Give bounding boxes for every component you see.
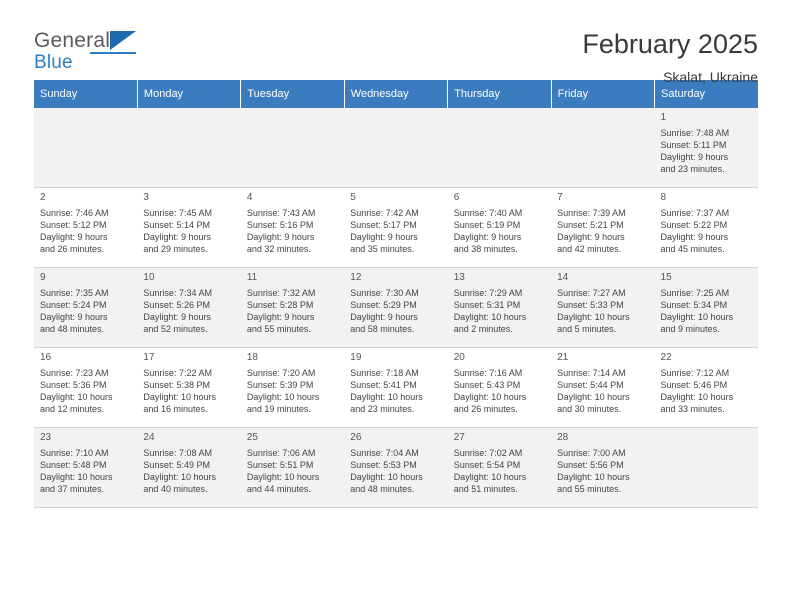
calendar-cell-empty [655, 428, 758, 508]
day-detail-line: Daylight: 9 hours [143, 231, 211, 242]
calendar-week-row [34, 428, 758, 508]
weekday-header-friday: Friday [551, 80, 654, 108]
calendar-cell-empty [137, 108, 240, 188]
day-detail-line: Sunset: 5:36 PM [40, 380, 107, 391]
day-detail-line: Sunrise: 7:30 AM [350, 288, 419, 299]
page-title: February 2025 [582, 29, 758, 59]
calendar-cell-empty [551, 108, 654, 188]
day-number: 20 [453, 352, 465, 363]
day-detail-line: and 45 minutes. [660, 243, 725, 254]
day-detail-line: Sunrise: 7:45 AM [143, 208, 212, 219]
day-detail-line: and 9 minutes. [660, 323, 720, 334]
calendar-day-cell[interactable] [448, 428, 551, 508]
day-detail-line: Sunset: 5:17 PM [350, 220, 417, 231]
page-header [34, 0, 758, 85]
weekday-header-sunday: Sunday [34, 80, 137, 108]
day-details [247, 208, 339, 256]
day-detail-line: and 12 minutes. [40, 403, 105, 414]
day-detail-line: and 58 minutes. [350, 323, 415, 334]
day-detail-line: Sunrise: 7:25 AM [660, 288, 730, 299]
day-details [247, 448, 339, 496]
day-number: 21 [557, 352, 569, 363]
calendar-day-cell[interactable] [241, 428, 344, 508]
calendar-day-cell[interactable] [34, 348, 137, 428]
day-details [247, 368, 339, 416]
day-detail-line: and 32 minutes. [246, 243, 311, 254]
calendar-day-cell[interactable] [344, 188, 447, 268]
day-details [350, 288, 442, 336]
day-detail-line: Daylight: 10 hours [660, 391, 734, 402]
calendar-day-cell[interactable] [34, 188, 137, 268]
calendar-day-cell[interactable] [137, 348, 240, 428]
day-detail-line: Daylight: 10 hours [557, 391, 630, 402]
day-detail-line: Sunset: 5:28 PM [246, 300, 314, 311]
day-detail-line: Sunrise: 7:22 AM [143, 368, 212, 379]
day-detail-line: Sunrise: 7:16 AM [453, 368, 523, 379]
day-detail-line: Sunset: 5:29 PM [350, 300, 417, 311]
day-detail-line: and 38 minutes. [453, 243, 518, 254]
calendar-day-cell[interactable] [448, 268, 551, 348]
day-detail-line: Daylight: 10 hours [660, 311, 734, 322]
day-detail-line: Sunrise: 7:12 AM [660, 368, 730, 379]
day-details [40, 208, 132, 256]
day-detail-line: Sunrise: 7:39 AM [557, 208, 626, 219]
day-details [40, 368, 132, 416]
calendar-day-cell[interactable] [655, 268, 758, 348]
day-details [557, 288, 649, 336]
day-details [454, 208, 546, 256]
day-details [40, 448, 132, 496]
weekday-header-saturday: Saturday [655, 80, 758, 108]
day-detail-line: and 16 minutes. [143, 403, 208, 414]
day-detail-line: Sunset: 5:12 PM [40, 220, 107, 231]
day-detail-line: and 19 minutes. [246, 403, 311, 414]
day-detail-line: Daylight: 9 hours [350, 231, 418, 242]
day-number: 3 [143, 192, 149, 203]
day-details [661, 128, 753, 176]
day-number: 6 [453, 192, 460, 203]
day-detail-line: and 30 minutes. [557, 403, 622, 414]
day-details [661, 368, 753, 416]
day-details [454, 368, 546, 416]
day-number: 28 [557, 432, 569, 443]
day-detail-line: Sunset: 5:56 PM [557, 460, 624, 471]
day-detail-line: Daylight: 10 hours [453, 391, 527, 402]
day-details [557, 448, 649, 496]
day-detail-line: and 29 minutes. [143, 243, 208, 254]
day-detail-line: and 40 minutes. [143, 483, 208, 494]
day-detail-line: Sunset: 5:48 PM [40, 460, 107, 471]
day-detail-line: Daylight: 9 hours [453, 231, 522, 242]
day-detail-line: Sunrise: 7:14 AM [557, 368, 626, 379]
calendar-day-cell[interactable] [137, 188, 240, 268]
day-detail-line: Sunset: 5:51 PM [246, 460, 314, 471]
calendar-day-cell[interactable] [551, 268, 654, 348]
day-detail-line: Sunset: 5:43 PM [453, 380, 521, 391]
day-detail-line: Daylight: 10 hours [453, 471, 527, 482]
weekday-header-monday: Monday [137, 80, 240, 108]
day-details [350, 208, 442, 256]
day-detail-line: Sunset: 5:31 PM [453, 300, 521, 311]
day-number: 9 [40, 272, 46, 283]
day-detail-line: Sunrise: 7:27 AM [557, 288, 626, 299]
day-number: 16 [40, 352, 52, 363]
day-details [143, 208, 235, 256]
calendar-table [34, 80, 758, 508]
day-detail-line: Sunset: 5:21 PM [557, 220, 624, 231]
day-number: 8 [660, 192, 667, 203]
day-number: 13 [453, 272, 465, 283]
day-detail-line: Daylight: 10 hours [40, 391, 113, 402]
day-detail-line: Sunrise: 7:46 AM [40, 208, 109, 219]
day-detail-line: and 26 minutes. [40, 243, 105, 254]
calendar-week-row [34, 108, 758, 188]
day-detail-line: Sunrise: 7:29 AM [453, 288, 523, 299]
day-detail-line: Sunset: 5:11 PM [660, 140, 727, 151]
calendar-day-cell[interactable] [344, 348, 447, 428]
calendar-day-cell[interactable] [448, 188, 551, 268]
calendar-day-cell[interactable] [241, 348, 344, 428]
day-detail-line: Daylight: 9 hours [40, 231, 108, 242]
day-number: 1 [660, 112, 667, 123]
calendar-week-row [34, 348, 758, 428]
day-detail-line: and 23 minutes. [350, 403, 415, 414]
day-detail-line: and 35 minutes. [350, 243, 415, 254]
day-detail-line: Daylight: 10 hours [453, 311, 527, 322]
day-detail-line: and 5 minutes. [557, 323, 617, 334]
day-detail-line: and 42 minutes. [557, 243, 622, 254]
day-number: 10 [143, 272, 155, 283]
day-detail-line: Sunset: 5:33 PM [557, 300, 624, 311]
day-number: 17 [143, 352, 155, 363]
day-detail-line: Sunrise: 7:00 AM [557, 448, 626, 459]
day-detail-line: Daylight: 10 hours [350, 391, 423, 402]
day-detail-line: Sunrise: 7:08 AM [143, 448, 212, 459]
day-detail-line: Sunset: 5:44 PM [557, 380, 624, 391]
day-detail-line: Daylight: 10 hours [143, 471, 216, 482]
calendar-day-cell[interactable] [551, 188, 654, 268]
day-detail-line: Sunrise: 7:34 AM [143, 288, 212, 299]
day-details [143, 368, 235, 416]
calendar-cell-empty [34, 108, 137, 188]
calendar-cell-empty [448, 108, 551, 188]
day-details [350, 368, 442, 416]
calendar-day-cell[interactable] [655, 108, 758, 188]
calendar-cell-empty [344, 108, 447, 188]
calendar-week-row [34, 188, 758, 268]
logo-word-general: General [34, 29, 111, 52]
day-detail-line: Sunset: 5:39 PM [246, 380, 314, 391]
day-detail-line: Sunrise: 7:43 AM [246, 208, 316, 219]
weekday-header-wednesday: Wednesday [344, 80, 447, 108]
day-detail-line: Sunrise: 7:48 AM [660, 128, 730, 139]
day-detail-line: Daylight: 9 hours [246, 311, 315, 322]
day-detail-line: Sunrise: 7:37 AM [660, 208, 730, 219]
day-number: 7 [557, 192, 563, 203]
logo-underline [90, 52, 136, 54]
day-detail-line: Daylight: 9 hours [143, 311, 211, 322]
calendar-day-cell[interactable] [34, 428, 137, 508]
day-detail-line: Sunset: 5:49 PM [143, 460, 210, 471]
day-detail-line: Daylight: 10 hours [40, 471, 113, 482]
calendar-day-cell[interactable] [241, 188, 344, 268]
day-detail-line: and 48 minutes. [40, 323, 105, 334]
day-detail-line: and 55 minutes. [246, 323, 311, 334]
day-detail-line: Sunset: 5:38 PM [143, 380, 210, 391]
day-detail-line: and 26 minutes. [453, 403, 518, 414]
day-detail-line: Sunrise: 7:42 AM [350, 208, 419, 219]
day-number: 24 [143, 432, 155, 443]
day-detail-line: Sunrise: 7:06 AM [246, 448, 316, 459]
day-detail-line: Sunset: 5:41 PM [350, 380, 417, 391]
location-subtitle: Skalat, Ukraine [663, 68, 758, 85]
day-detail-line: and 52 minutes. [143, 323, 208, 334]
day-detail-line: Sunrise: 7:35 AM [40, 288, 109, 299]
day-number: 27 [453, 432, 465, 443]
calendar-day-cell[interactable] [34, 268, 137, 348]
day-detail-line: Daylight: 10 hours [246, 471, 320, 482]
logo-word-blue: Blue [34, 52, 73, 73]
calendar-day-cell[interactable] [551, 428, 654, 508]
day-detail-line: Sunrise: 7:02 AM [453, 448, 523, 459]
day-detail-line: Sunrise: 7:40 AM [453, 208, 523, 219]
day-detail-line: Sunrise: 7:32 AM [246, 288, 316, 299]
day-detail-line: and 23 minutes. [660, 163, 725, 174]
day-number: 5 [350, 192, 356, 203]
day-detail-line: Daylight: 9 hours [246, 231, 315, 242]
day-detail-line: and 44 minutes. [246, 483, 311, 494]
calendar-body [34, 108, 758, 508]
day-number: 23 [40, 432, 52, 443]
day-detail-line: Sunset: 5:24 PM [40, 300, 107, 311]
day-detail-line: and 37 minutes. [40, 483, 105, 494]
day-detail-line: Daylight: 10 hours [557, 471, 630, 482]
day-detail-line: and 48 minutes. [350, 483, 415, 494]
day-detail-line: Daylight: 10 hours [143, 391, 216, 402]
day-detail-line: and 55 minutes. [557, 483, 622, 494]
day-detail-line: Sunset: 5:53 PM [350, 460, 417, 471]
day-detail-line: and 51 minutes. [453, 483, 518, 494]
day-detail-line: Sunset: 5:26 PM [143, 300, 210, 311]
calendar-day-cell[interactable] [551, 348, 654, 428]
weekday-header-tuesday: Tuesday [241, 80, 344, 108]
day-detail-line: Sunset: 5:34 PM [660, 300, 728, 311]
day-detail-line: Sunset: 5:46 PM [660, 380, 728, 391]
day-details [454, 448, 546, 496]
day-details [557, 368, 649, 416]
day-detail-line: Sunrise: 7:18 AM [350, 368, 419, 379]
weekday-header-thursday: Thursday [448, 80, 551, 108]
day-details [350, 448, 442, 496]
calendar-cell-empty [241, 108, 344, 188]
calendar-day-cell[interactable] [344, 428, 447, 508]
day-detail-line: Sunrise: 7:04 AM [350, 448, 419, 459]
day-detail-line: Daylight: 9 hours [40, 311, 108, 322]
day-details [143, 448, 235, 496]
day-detail-line: and 33 minutes. [660, 403, 725, 414]
day-details [40, 288, 132, 336]
calendar-day-cell[interactable] [344, 268, 447, 348]
day-detail-line: Sunset: 5:19 PM [453, 220, 521, 231]
day-detail-line: Daylight: 10 hours [350, 471, 423, 482]
day-detail-line: and 2 minutes. [453, 323, 513, 334]
triangle-flag-icon [110, 31, 136, 50]
day-detail-line: Sunset: 5:54 PM [453, 460, 521, 471]
day-number: 15 [660, 272, 672, 283]
calendar-day-cell[interactable] [137, 428, 240, 508]
day-number: 19 [350, 352, 362, 363]
day-number: 14 [557, 272, 569, 283]
day-details [143, 288, 235, 336]
title-block [582, 30, 758, 85]
day-detail-line: Sunset: 5:14 PM [143, 220, 210, 231]
day-details [454, 288, 546, 336]
day-detail-line: Daylight: 9 hours [660, 151, 729, 162]
general-blue-logo [34, 30, 144, 78]
day-detail-line: Daylight: 9 hours [557, 231, 625, 242]
calendar-day-cell[interactable] [448, 348, 551, 428]
day-details [661, 288, 753, 336]
day-detail-line: Daylight: 9 hours [660, 231, 729, 242]
calendar-day-cell[interactable] [137, 268, 240, 348]
day-number: 26 [350, 432, 362, 443]
calendar-week-row [34, 268, 758, 348]
day-detail-line: Daylight: 9 hours [350, 311, 418, 322]
day-detail-line: Sunrise: 7:23 AM [40, 368, 109, 379]
day-number: 22 [660, 352, 672, 363]
calendar-day-cell[interactable] [655, 348, 758, 428]
day-number: 25 [246, 432, 258, 443]
day-detail-line: Sunrise: 7:10 AM [40, 448, 109, 459]
calendar-day-cell[interactable] [241, 268, 344, 348]
day-number: 2 [40, 192, 46, 203]
day-details [661, 208, 753, 256]
day-detail-line: Sunset: 5:16 PM [246, 220, 314, 231]
day-detail-line: Daylight: 10 hours [246, 391, 320, 402]
day-number: 11 [246, 272, 258, 283]
calendar-day-cell[interactable] [655, 188, 758, 268]
day-detail-line: Sunset: 5:22 PM [660, 220, 728, 231]
day-details [557, 208, 649, 256]
day-number: 12 [350, 272, 362, 283]
day-number: 18 [246, 352, 258, 363]
day-detail-line: Sunrise: 7:20 AM [246, 368, 316, 379]
day-detail-line: Daylight: 10 hours [557, 311, 630, 322]
day-number: 4 [246, 192, 253, 203]
day-details [247, 288, 339, 336]
